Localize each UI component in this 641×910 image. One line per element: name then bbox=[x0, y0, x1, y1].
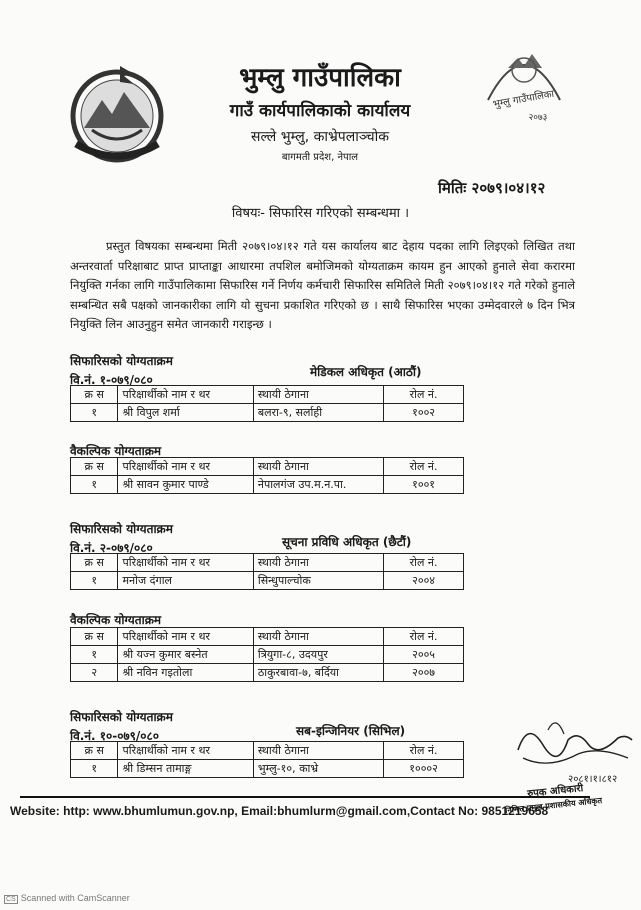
signature-date: २०८१।१।८१२ bbox=[568, 774, 618, 785]
table-cell: नेपालगंज उप.म.न.पा. bbox=[253, 476, 383, 494]
candidate-table bbox=[70, 627, 464, 682]
header-cell: रोल नं. bbox=[384, 554, 464, 572]
section-label: सिफारिसको योग्यताक्रम bbox=[70, 710, 173, 724]
post-title: मेडिकल अधिकृत (आठौं) bbox=[310, 365, 422, 379]
scanner-text: Scanned with CamScanner bbox=[20, 893, 130, 903]
table-header-row bbox=[71, 386, 464, 404]
table-cell: १ bbox=[71, 404, 118, 422]
table-cell: १ bbox=[71, 572, 118, 590]
signatory-name: रुपक अधिकारी bbox=[526, 783, 584, 800]
letter-subject: विषयः- सिफारिस गरिएको सम्बन्धमा । bbox=[231, 206, 410, 221]
header-cell: स्थायी ठेगाना bbox=[253, 458, 383, 476]
post-title: सूचना प्रविधि अधिकृत (छैटौं) bbox=[282, 535, 412, 549]
header-cell: क्र स bbox=[71, 742, 118, 760]
section-label: वैकल्पिक योग्यताक्रम bbox=[70, 613, 162, 627]
table-cell: बलरा-९, सर्लाही bbox=[253, 404, 383, 422]
province-line: बागमती प्रदेश, नेपाल bbox=[281, 152, 359, 163]
table-cell: भुम्लु-१०, काभ्रे bbox=[253, 760, 383, 778]
letter-body: प्रस्तुत विषयका सम्बन्धमा मिती २०७९।०४।१२ गते यस कार्यालय बाट देहाय पदका लागि लिइएको लिखित तथा अन्तरवार्ता परिक्षाबाट प्राप्त प्राप्ताङ्का आधारमा तपशिल बमोजिमको योग्यताक्रम कायम हुन आएको हुनाले सेवा करारमा नियुक्ति गर्नका लागि गाउँपालिकामा सिफारिस गर्ने निर्णय कर्मचारी सिफारिस समितिले मिती २०७९।०४।१२ गते गरेको हुनाले सम्बन्धित सबै पक्षको जानकारीका लागि यो सुचना प्रकाशित गरिएको छ । साथै सिफारिस भएका उम्मेदवारले ७ दिन भित्र नियुक्ति लिन आउनुहुन समेत जानकारी गराइन्छ । bbox=[70, 239, 575, 332]
table-cell: १ bbox=[71, 760, 118, 778]
table-cell: १०००२ bbox=[384, 760, 464, 778]
table-cell: २ bbox=[71, 664, 118, 682]
footer-contact: Website: http: www.bhumlumun.gov.np, Email:bhumlurm@gmail.com,Contact No: 9851219658 bbox=[10, 804, 549, 818]
section-label: वैकल्पिक योग्यताक्रम bbox=[70, 444, 162, 458]
table-cell: ठाकुरबावा-७, बर्दिया bbox=[253, 664, 383, 682]
table-cell: श्री सावन कुमार पाण्डे bbox=[118, 476, 253, 494]
stamp-year: २०७३ bbox=[528, 113, 548, 123]
post-title: सब-इन्जिनियर (सिभिल) bbox=[296, 724, 406, 738]
table-cell: १ bbox=[71, 476, 118, 494]
section-label: सिफारिसको योग्यताक्रम bbox=[70, 354, 173, 368]
table-cell: १ bbox=[71, 646, 118, 664]
table-header-row bbox=[71, 458, 464, 476]
table-cell: त्रियुगा-८, उदयपुर bbox=[253, 646, 383, 664]
header-cell: क्र स bbox=[71, 386, 118, 404]
footer-divider bbox=[20, 796, 590, 798]
table-cell: श्री नविन गइतोला bbox=[118, 664, 253, 682]
table-row bbox=[71, 476, 464, 494]
header-cell: परिक्षार्थीको नाम र थर bbox=[118, 554, 253, 572]
office-name: गाउँ कार्यपालिकाको कार्यालय bbox=[229, 101, 411, 121]
table-cell: १००२ bbox=[384, 404, 464, 422]
header-cell: रोल नं. bbox=[384, 628, 464, 646]
table-row bbox=[71, 572, 464, 590]
header-cell: स्थायी ठेगाना bbox=[253, 628, 383, 646]
header-cell: परिक्षार्थीको नाम र थर bbox=[118, 458, 253, 476]
candidate-table bbox=[70, 741, 464, 778]
table-cell: मनोज दंगाल bbox=[118, 572, 253, 590]
table-cell: सिन्धुपाल्चोक bbox=[253, 572, 383, 590]
scanner-watermark bbox=[4, 893, 130, 904]
header-cell: रोल नं. bbox=[384, 386, 464, 404]
table-header-row bbox=[71, 628, 464, 646]
letter-date: मितिः २०७९।०४।१२ bbox=[438, 179, 546, 197]
header-cell: स्थायी ठेगाना bbox=[253, 554, 383, 572]
signature-icon bbox=[508, 710, 638, 790]
candidate-table bbox=[70, 385, 464, 422]
header-cell: परिक्षार्थीको नाम र थर bbox=[118, 628, 253, 646]
table-row bbox=[71, 664, 464, 682]
signatory-role: निमित्त प्रमुख प्रशासकीय अधिकृत bbox=[504, 795, 603, 816]
stamp-text: भुम्लु गाउँपालिका bbox=[492, 88, 556, 111]
table-cell: २००५ bbox=[384, 646, 464, 664]
vacancy-number: वि.नं. २-०७९/०८० bbox=[70, 541, 153, 555]
header-cell: क्र स bbox=[71, 458, 118, 476]
table-row bbox=[71, 760, 464, 778]
table-cell: श्री यज्न कुमार बस्नेत bbox=[118, 646, 253, 664]
table-cell: २००७ bbox=[384, 664, 464, 682]
header-cell: स्थायी ठेगाना bbox=[253, 386, 383, 404]
municipality-title: भुम्लु गाउँपालिका bbox=[239, 63, 401, 93]
header-cell: रोल नं. bbox=[384, 458, 464, 476]
office-stamp-icon bbox=[478, 40, 570, 132]
header-cell: स्थायी ठेगाना bbox=[253, 742, 383, 760]
section-label: सिफारिसको योग्यताक्रम bbox=[70, 522, 173, 536]
table-header-row bbox=[71, 742, 464, 760]
header-cell: रोल नं. bbox=[384, 742, 464, 760]
table-row bbox=[71, 646, 464, 664]
table-cell: १००१ bbox=[384, 476, 464, 494]
table-cell: श्री डिम्सन तामाङ्ग bbox=[118, 760, 253, 778]
header-cell: परिक्षार्थीको नाम र थर bbox=[118, 386, 253, 404]
nepal-emblem-icon bbox=[62, 58, 172, 168]
table-row bbox=[71, 404, 464, 422]
header-cell: क्र स bbox=[71, 628, 118, 646]
office-address: सल्ले भुम्लु, काभ्रेपलाञ्चोक bbox=[251, 129, 389, 145]
vacancy-number: वि.नं. १-०७९/०८० bbox=[70, 373, 153, 387]
vacancy-number: वि.नं. १०-०७९/०८० bbox=[70, 729, 160, 743]
table-cell: २००४ bbox=[384, 572, 464, 590]
candidate-table bbox=[70, 457, 464, 494]
header-cell: क्र स bbox=[71, 554, 118, 572]
table-header-row bbox=[71, 554, 464, 572]
table-cell: श्री विपुल शर्मा bbox=[118, 404, 253, 422]
header-cell: परिक्षार्थीको नाम र थर bbox=[118, 742, 253, 760]
candidate-table bbox=[70, 553, 464, 590]
camscanner-icon: CS bbox=[6, 896, 16, 903]
